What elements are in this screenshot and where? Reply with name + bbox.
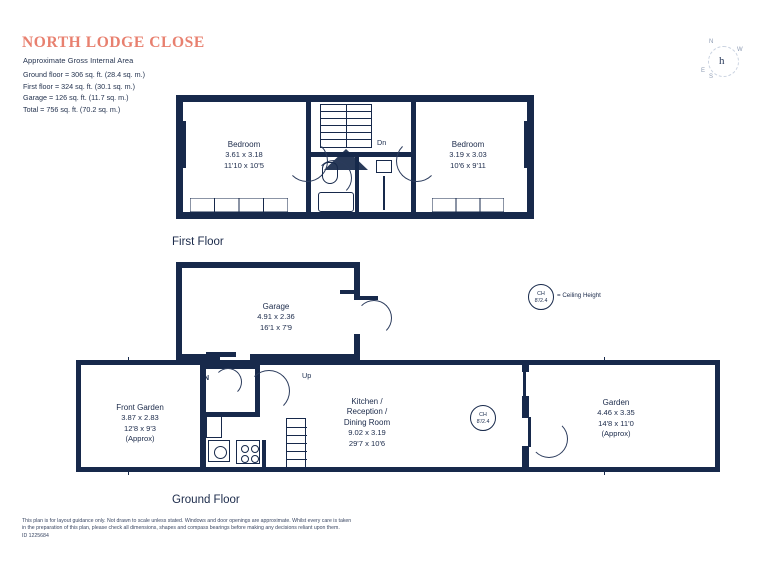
area-summary-list — [23, 69, 145, 115]
ff-bathtub — [318, 192, 354, 212]
gf-garden-door-leaf — [528, 417, 531, 447]
area-item-total: Total = 756 sq. ft. (70.2 sq. m.) — [23, 104, 121, 114]
ff-room-bedroom-2-imperial: 10'6 x 9'11 — [450, 160, 486, 170]
gf-wall-right — [715, 360, 720, 472]
gf-room-front-garden-name: Front Garden — [116, 403, 164, 412]
ceiling-height-badge-ground: CH 8'/2.4 — [470, 405, 496, 431]
disclaimer-line-1: This plan is for layout guidance only. Not drawn to scale unless stated. Windows and door openings are approximate. Whilst every care is taken — [22, 518, 352, 524]
area-item-garage: Garage = 126 sq. ft. (11.7 sq. m.) — [23, 93, 129, 103]
ff-basin — [376, 160, 392, 173]
disclaimer-line-2: in the preparation of this plan, please check all dimensions, shapes and compass bearings before making any decisions reliant upon them. — [22, 525, 340, 532]
ff-room-bedroom-1 — [190, 140, 298, 171]
gf-tick-2 — [128, 469, 129, 475]
gf-room-front-garden-metric: 3.87 x 2.83 — [121, 413, 159, 423]
gf-room-kitchen-line3: Dining Room — [343, 417, 391, 427]
ground-floor-label: Ground Floor — [172, 494, 240, 506]
gf-room-front-garden-imperial: 12'8 x 9'3 — [123, 423, 157, 433]
ff-wardrobe-right — [432, 198, 504, 212]
ff-wc-divider — [383, 176, 385, 210]
gf-room-garden — [558, 398, 674, 440]
ff-staircase-treads — [320, 104, 372, 148]
gf-room-garage-name: Garage — [262, 302, 290, 311]
area-item-first: First floor = 324 sq. ft. (30.1 sq. m.) — [23, 81, 136, 91]
gf-wc-fitting — [206, 416, 222, 438]
disclaimer — [22, 518, 442, 540]
gf-garage-door-leaf — [356, 296, 378, 300]
gf-wall-left — [76, 360, 81, 472]
ff-room-bedroom-1-name: Bedroom — [227, 140, 261, 149]
gf-appliance-washer — [208, 440, 230, 462]
gf-wall-bottom — [76, 467, 720, 472]
gf-garage-door-leaf2 — [340, 290, 360, 294]
stairs-down-label: Dn — [377, 138, 387, 147]
gf-wall-top — [76, 360, 720, 365]
gf-room-kitchen-line2: Reception / — [346, 407, 388, 417]
gf-counter-edge — [262, 440, 266, 468]
area-subtitle: Approximate Gross Internal Area — [23, 56, 134, 65]
ceiling-height-badge-legend: CH 8'/2.4 — [528, 284, 554, 310]
gf-room-garage-imperial: 16'1 x 7'9 — [259, 322, 293, 332]
compass-glyph: h — [719, 55, 725, 67]
gf-room-kitchen-reception-dining — [312, 397, 422, 449]
ff-room-bedroom-2-metric: 3.19 x 3.03 — [449, 150, 487, 160]
ff-room-bedroom-2 — [414, 140, 522, 171]
ff-room-bedroom-1-metric: 3.61 x 3.18 — [225, 150, 263, 160]
gf-window-right-core-glazing — [523, 371, 526, 397]
gf-tick-4 — [604, 469, 605, 475]
ff-window-left-glazing — [183, 121, 186, 168]
gf-garage-door-arc — [356, 300, 392, 336]
gf-room-garden-imperial: 14'8 x 11'0 — [598, 418, 634, 428]
stairs-up-label: Up — [302, 371, 312, 380]
ff-toilet — [322, 162, 338, 184]
compass-south-label: S — [709, 74, 714, 80]
gf-hob — [236, 440, 260, 464]
gf-room-kitchen-metric: 9.02 x 3.19 — [348, 428, 386, 438]
page-title: NORTH LODGE CLOSE — [22, 34, 205, 51]
compass-west-label: W — [737, 47, 743, 53]
gf-staircase — [286, 418, 306, 468]
ceiling-height-legend-note: = Ceiling Height — [557, 292, 601, 299]
gf-garage-wall-top — [176, 262, 360, 268]
gf-tick-3 — [604, 357, 605, 363]
ff-wall-bottom — [176, 212, 534, 219]
gf-tick-1 — [128, 357, 129, 363]
ff-wardrobe-left — [190, 198, 288, 212]
gf-room-garden-note: (Approx) — [601, 429, 631, 439]
disclaimer-plan-id: ID 1225684 — [22, 532, 49, 539]
gf-entrance-door-arc — [214, 368, 242, 396]
ff-room-bedroom-1-imperial: 11'10 x 10'5 — [224, 160, 264, 170]
gf-porch-wall — [206, 352, 236, 357]
gf-room-garage-metric: 4.91 x 2.36 — [257, 312, 295, 322]
gf-room-kitchen-imperial: 29'7 x 10'6 — [348, 438, 386, 448]
area-item-ground: Ground floor = 306 sq. ft. (28.4 sq. m.) — [23, 70, 146, 79]
gf-room-garden-name: Garden — [602, 398, 630, 407]
ff-wall-top — [176, 95, 534, 102]
compass-north-label: N — [709, 39, 714, 45]
gf-room-garage — [212, 302, 340, 333]
gf-room-kitchen-line1: Kitchen / — [351, 397, 383, 406]
compass-east-label: E — [701, 68, 706, 74]
ff-window-right-glazing — [524, 121, 527, 168]
ff-wall-left — [176, 95, 183, 219]
entrance-label: IN — [202, 375, 209, 382]
ff-wall-right — [527, 95, 534, 219]
compass-rose — [700, 38, 746, 84]
gf-room-front-garden-note: (Approx) — [125, 434, 155, 444]
first-floor-label: First Floor — [172, 236, 224, 248]
gf-room-garden-metric: 4.46 x 3.35 — [597, 408, 635, 418]
gf-door-arc-hall-kitchen — [248, 370, 290, 412]
gf-garage-wall-left — [176, 262, 182, 360]
ff-room-bedroom-2-name: Bedroom — [451, 140, 485, 149]
gf-room-front-garden — [82, 403, 198, 445]
